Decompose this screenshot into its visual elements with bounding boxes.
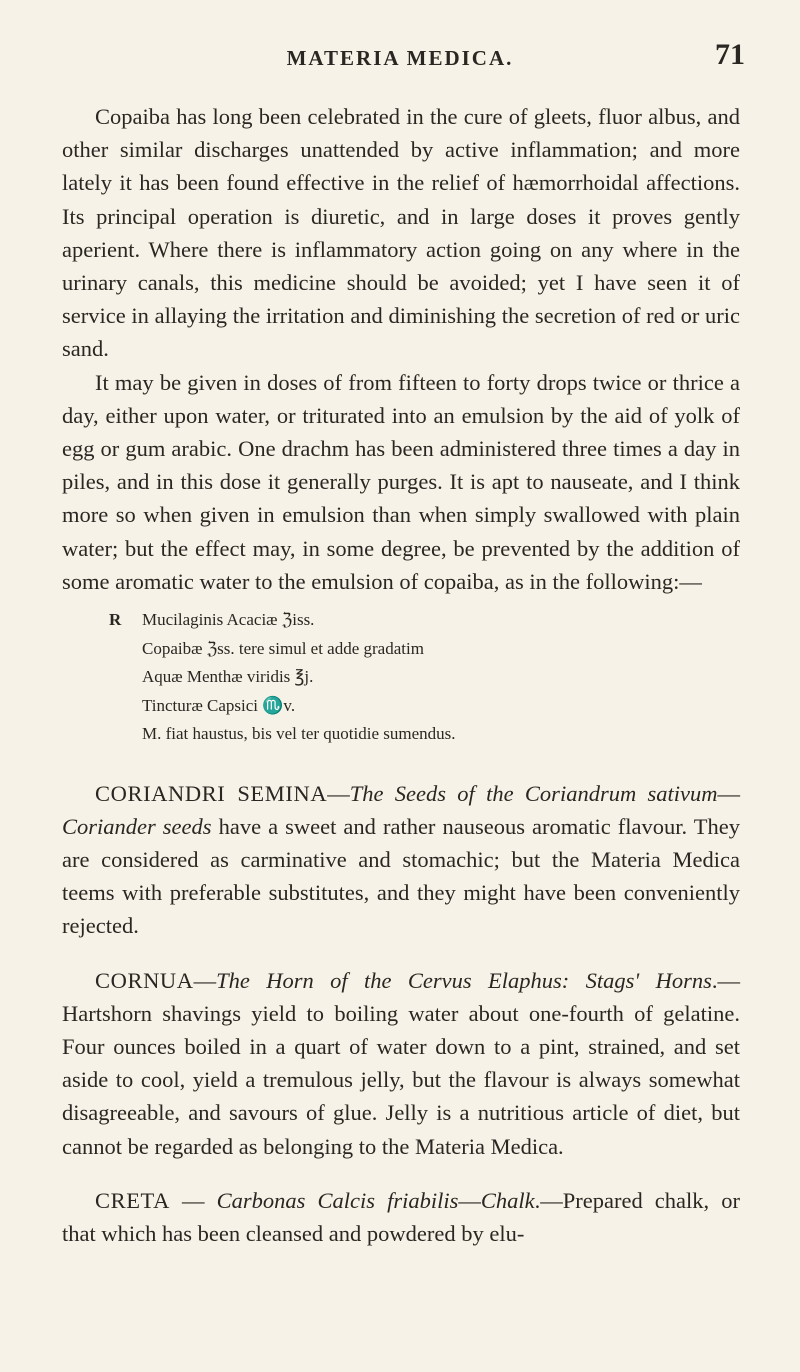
coriandri-text: have a sweet and rather nauseous aromatic flavour. They are considered as carminative and stomachic; but the Materia Medica teems with preferable substitutes, and they might have been conveniently rejected.: [62, 813, 740, 939]
prescription-line-5: M. fiat haustus, bis vel ter quotidie sumendus.: [142, 724, 456, 744]
prescription-text-1: Mucilaginis Acaciæ ℨiss.: [142, 610, 315, 630]
coriandri-english: Coriander seeds: [62, 813, 212, 839]
running-head: MATERIA MEDICA.: [286, 46, 514, 70]
coriandri-entry: CORIANDRI SEMINA—The Seeds of the Coriandrum sativum—Coriander seeds have a sweet and rather nauseous aromatic flavour. They are considered as carminative and stomachic; but the Materia Medica teems with preferable substitutes, and they might have been conveniently rejected.: [62, 780, 741, 939]
cornua-heading: CORNUA: [95, 967, 194, 993]
creta-text: .—Prepared chalk, or that which has been cleansed and powdered by elu-: [62, 1187, 740, 1246]
coriandri-dash: —: [327, 780, 350, 806]
cornua-entry: [62, 964, 740, 1163]
copaiba-paragraph-2: It may be given in doses of from fifteen to forty drops twice or thrice a day, either upon water, or triturated into an emulsion by the aid of yolk of egg or gum arabic. One drachm has been administered three times a day in piles, and in this dose it generally purges. It is apt to nauseate, and I think more so when given in emulsion than when simply swallowed with plain water; but the effect may, in some degree, be prevented by the addition of some aromatic water to the emulsion of copaiba, as in the following:—: [62, 369, 740, 594]
cornua-text: .—Hartshorn shavings yield to boiling water about one-fourth of gelatine. Four ounces boiled in a quart of water down to a pint, strained, and set aside to cool, yield a tremulous jelly, but the flavour is always somewhat disagreeable, and savours of glue. Jelly is a nutritious article of diet, but cannot be regarded as belonging to the Materia Medica.: [62, 967, 740, 1159]
creta-dash: —: [169, 1187, 217, 1213]
recipe-symbol: R: [109, 610, 122, 630]
creta-entry: CRETA — Carbonas Calcis friabilis—Chalk.—Prepared chalk, or that which has been cleansed and powdered by elu-: [62, 1187, 740, 1246]
page-number: 71: [715, 38, 745, 71]
prescription-line-1: [109, 606, 740, 635]
page-header: [0, 38, 800, 82]
prescription-line-2: Copaibæ ℨss. tere simul et adde gradatim: [142, 638, 424, 658]
copaiba-paragraph-1: Copaiba has long been celebrated in the cure of gleets, fluor albus, and other similar discharges unattended by active inflammation; and more lately it has been found effective in the relief of hæmorrhoidal affections. Its principal operation is diuretic, and in large doses it proves gently aperient. Where there is inflammatory action going on any where in the urinary canals, this medicine should be avoided; yet I have seen it of service in allaying the irritation and diminishing the secretion of red or uric sand.: [62, 104, 740, 362]
coriandri-latin: The Seeds of the Coriandrum sativum: [349, 780, 718, 806]
creta-english: Chalk: [480, 1187, 535, 1213]
coriandri-heading: CORIANDRI SEMINA: [95, 780, 328, 806]
cornua-dash: —: [193, 967, 217, 993]
prescription-line-4: Tincturæ Capsici ♏v.: [142, 695, 296, 715]
cornua-latin: The Horn of the Cervus Elaphus: Stags' Horns: [216, 967, 712, 993]
creta-heading: CRETA: [95, 1187, 170, 1213]
page-body: [62, 100, 740, 1250]
prescription: [109, 606, 740, 749]
prescription-line-3: Aquæ Menthæ viridis ℥j.: [142, 667, 314, 687]
creta-latin: Carbonas Calcis friabilis: [216, 1187, 459, 1213]
